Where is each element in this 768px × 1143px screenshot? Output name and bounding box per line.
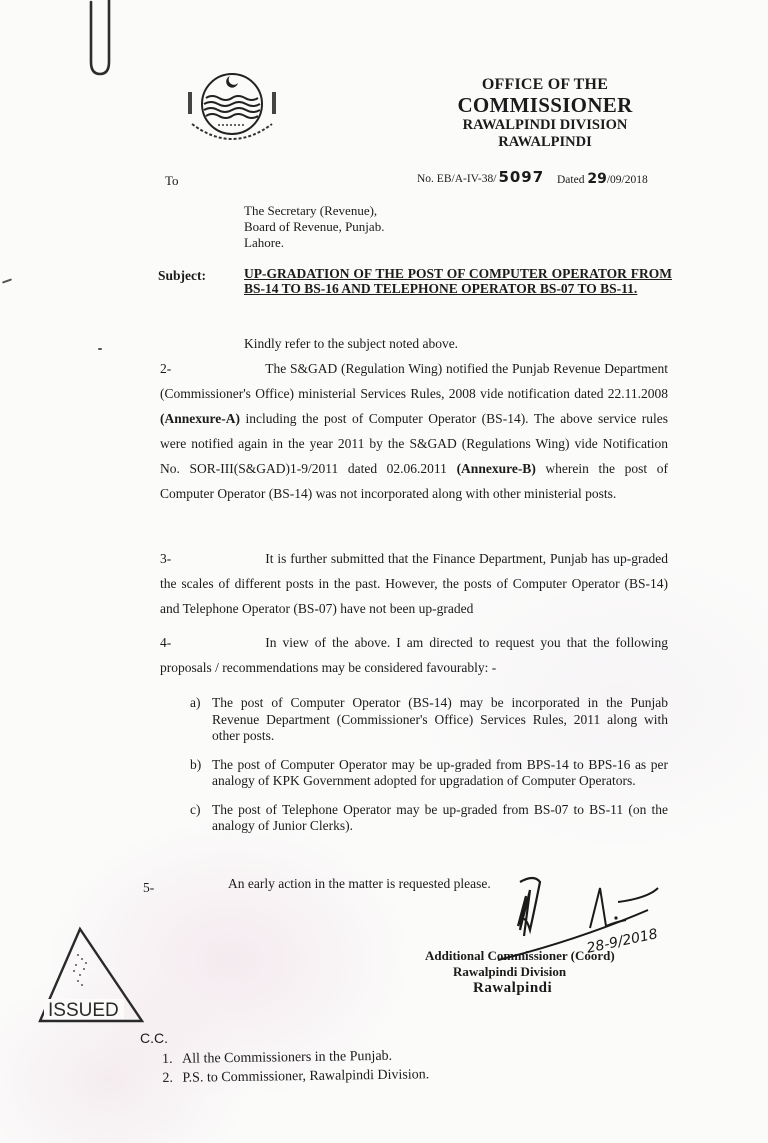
opening-line: Kindly refer to the subject noted above. [244,336,459,351]
letterhead [440,76,650,150]
subject-label: Subject: [158,268,206,283]
addressee-block [244,203,384,251]
annexure-a-ref: (Annexure-A) [160,411,240,426]
paragraph-2 [160,356,668,506]
paragraph-text: wherein the post of Computer Operator (BS-14) was not incorporated along with other ministerial posts. [160,461,668,501]
paragraph-number: 4- [160,635,172,650]
punjab-emblem-icon [180,62,284,162]
paragraph-number: 2- [160,361,172,376]
paragraph-text: In view of the above. I am directed to request you that the following proposals / recommendations may be considered favourably: - [160,635,668,675]
letterhead-line-office: OFFICE OF THE [481,76,609,93]
annexure-b-ref: (Annexure-B) [456,461,536,476]
addressee-line: Lahore. [244,235,285,250]
reference-date [557,171,648,187]
item-marker: a) [190,695,201,710]
item-text: The post of Computer Operator (BS-14) may be incorporated in the Punjab Revenue Department (Commissioner's Office) Services Rules, 2011 along with other posts. [212,695,668,743]
closing-text: An early action in the matter is requested please. [228,876,491,891]
cc-recipient: 2. P.S. to Commissioner, Rawalpindi Division. [162,1067,430,1086]
addressee-line: Board of Revenue, Punjab. [244,219,385,234]
dated-handwritten-day: 29 [587,171,607,187]
cc-label: C.C. [140,1030,168,1046]
stamp-label: ISSUED [48,1000,119,1021]
paper-clip-icon [86,0,114,78]
reference-handwritten-number: 5097 [498,168,545,186]
letterhead-line-commissioner: COMMISSIONER [457,92,633,117]
signatory-block [425,948,665,997]
signature-date: 28-9/2018 [585,926,660,957]
item-marker: c) [190,801,201,817]
addressee-line: The Secretary (Revenue), [244,203,378,218]
reference-number [417,168,544,186]
recommendation-item [190,757,668,790]
cc-recipient-list [162,1046,429,1088]
dated-rest: /09/2018 [606,174,648,186]
item-text: The post of Telephone Operator may be up-graded from BS-07 to BS-11 (on the analogy of Junior Clerks). [212,801,668,833]
dated-label: Dated [557,174,585,186]
signatory-division: Rawalpindi Division [453,964,567,979]
paragraph-3 [160,546,668,621]
reference-prefix: No. EB/A-IV-38/ [417,173,497,185]
paragraph-4 [160,630,668,680]
scan-speck [2,278,12,283]
item-marker: b) [190,756,202,772]
recommendation-item [190,802,668,835]
paragraph-number: 3- [160,551,172,566]
cc-recipient: 1. All the Commissioners in the Punjab. [162,1048,393,1067]
to-label: To [165,173,179,188]
letterhead-line-city: RAWALPINDI [498,133,592,150]
recommendations-list [190,695,668,847]
recommendation-item [190,695,668,745]
signatory-designation: Additional Commissioner (Coord) [425,948,615,963]
paragraph-text: The S&GAD (Regulation Wing) notified the Punjab Revenue Department (Commissioner's Office) ministerial Services Rules, 2008 vide notification dated 22.11.2008 [160,361,668,401]
subject-text: UP-GRADATION OF THE POST OF COMPUTER OPERATOR FROM BS-14 TO BS-16 AND TELEPHONE OPERATOR BS-07 TO BS-11. [244,266,672,296]
item-text: The post of Computer Operator may be up-graded from BPS-14 to BPS-16 as per analogy of KPK Government adopted for upgradation of Computer Operators. [212,756,668,788]
scan-speck [98,348,102,350]
paragraph-5-number: 5- [143,880,155,895]
paragraph-text: It is further submitted that the Finance Department, Punjab has up-graded the scales of different posts in the past. However, the posts of Computer Operator (BS-14) and Telephone Operator (BS-07) have not been up-graded [160,551,668,616]
letterhead-line-division: RAWALPINDI DIVISION [462,117,628,134]
issued-stamp-icon [34,925,144,1035]
signatory-city: Rawalpindi [473,980,553,996]
paragraph-text: including the post of Computer Operator (BS-14). The above service rules were notified again in the year 2011 by the S&GAD (Regulations Wing) vide Notification No. SOR-III(S&GAD)1-9/2011 dated 02.06.2011 [160,411,668,476]
